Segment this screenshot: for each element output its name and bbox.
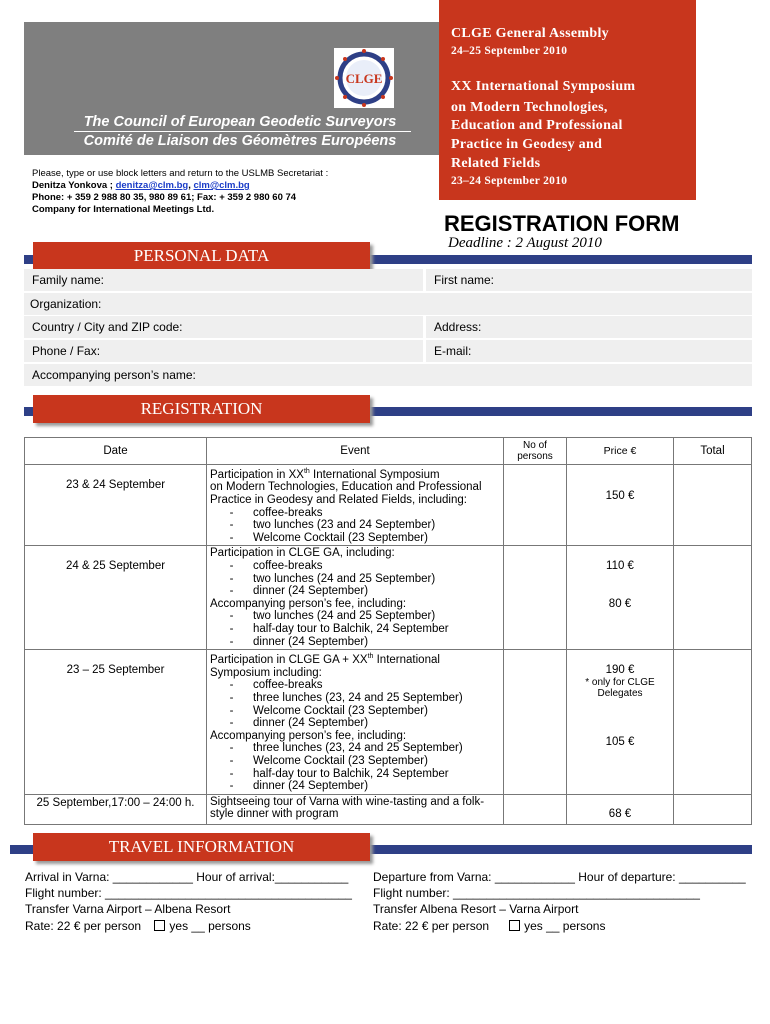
row-event: Sightseeing tour of Varna with wine-tasting and a folk- style dinner with program bbox=[207, 794, 504, 824]
fee-price: 80 € bbox=[608, 597, 632, 610]
row-event: Participation in XXth International Symposium on Modern Technologies, Education and Professional Practice in Geodesy and Related Fields, including: - coffee-breaks - two lunches (23 and 24 September) - Welcome Cocktail (23 September) bbox=[207, 465, 504, 546]
country-city-zip-field[interactable]: Country / City and ZIP code: bbox=[24, 316, 423, 338]
transfer-checkbox[interactable] bbox=[509, 920, 520, 931]
address-field[interactable]: Address: bbox=[426, 316, 752, 338]
list-item: - dinner (24 September) bbox=[229, 780, 369, 793]
list-item: - coffee-breaks bbox=[229, 559, 323, 572]
svg-text:CLGE: CLGE bbox=[345, 71, 383, 86]
phone-line: Phone: + 359 2 988 80 35, 980 89 61; Fax: + 359 2 980 60 74 bbox=[32, 192, 297, 203]
row-date: 23 & 24 September bbox=[25, 465, 207, 546]
list-item: - dinner (24 September) bbox=[229, 585, 369, 598]
contact-email-link[interactable]: clm@clm.bg bbox=[193, 180, 250, 191]
table-header-row bbox=[25, 438, 752, 465]
list-item: - dinner (24 September) bbox=[229, 635, 369, 648]
flight-number-right[interactable]: Flight number: _____________________________________ bbox=[373, 886, 700, 900]
list-item: - two lunches (24 and 25 September) bbox=[229, 572, 436, 585]
council-divider bbox=[74, 131, 411, 132]
persons-input-cell[interactable] bbox=[504, 794, 567, 824]
instructions-text: Please, type or use block letters and return to the USLMB Secretariat : bbox=[32, 168, 329, 179]
accompanying-person-field[interactable]: Accompanying person’s name: bbox=[24, 364, 752, 386]
clge-emblem-icon bbox=[334, 48, 394, 108]
table-row bbox=[25, 650, 752, 794]
col-price: Price € bbox=[567, 438, 674, 465]
event-info-box bbox=[439, 0, 696, 200]
clge-logo bbox=[334, 48, 394, 108]
family-name-field[interactable]: Family name: bbox=[24, 269, 423, 291]
list-item: - Welcome Cocktail (23 September) bbox=[229, 531, 428, 544]
list-item: - half-day tour to Balchik, 24 September bbox=[229, 622, 449, 635]
symposium-line: Practice in Geodesy and bbox=[451, 137, 603, 152]
row-price: 150 € bbox=[567, 465, 674, 546]
symposium-line: XX International Symposium bbox=[451, 79, 636, 94]
table-row bbox=[25, 546, 752, 650]
arrival-line[interactable]: Arrival in Varna: ____________ Hour of arrival:___________ bbox=[25, 870, 349, 884]
row-date: 24 & 25 September bbox=[25, 546, 207, 650]
row-price: 110 € 80 € bbox=[567, 546, 674, 650]
contact-email-link[interactable]: denitza@clm.bg bbox=[115, 180, 189, 191]
persons-input-cell[interactable] bbox=[504, 465, 567, 546]
price-note: Delegates bbox=[597, 687, 643, 699]
total-input-cell[interactable] bbox=[674, 465, 752, 546]
personal-data-heading: PERSONAL DATA bbox=[33, 242, 370, 270]
table-row bbox=[25, 794, 752, 824]
list-item: - Welcome Cocktail (23 September) bbox=[229, 754, 428, 767]
price-note: * only for CLGE bbox=[585, 676, 655, 688]
rate-left: Rate: 22 € per person yes __ persons bbox=[25, 919, 251, 933]
symposium-line: Education and Professional bbox=[451, 118, 623, 133]
form-title: REGISTRATION FORM bbox=[444, 211, 680, 236]
list-item: - half-day tour to Balchik, 24 September bbox=[229, 767, 449, 780]
list-item: - Welcome Cocktail (23 September) bbox=[229, 704, 428, 717]
departure-line[interactable]: Departure from Varna: ____________ Hour of departure: __________ bbox=[373, 870, 746, 884]
col-persons: No of persons bbox=[504, 438, 567, 465]
row-event: Participation in CLGE GA + XXth International Symposium including: - coffee-breaks - three lunches (23, 24 and 25 September) - Welcome Cocktail (23 September) - dinner (24 September) Accompanying person’s fee, including: - three lunches (23, 24 and 25 September) - Welcome Cocktail (23 September) - half-day tour to Balchik, 24 September - dinner (24 September) bbox=[207, 650, 504, 794]
phone-fax-field[interactable]: Phone / Fax: bbox=[24, 340, 423, 362]
total-input-cell[interactable] bbox=[674, 546, 752, 650]
persons-input-cell[interactable] bbox=[504, 650, 567, 794]
list-item: - three lunches (23, 24 and 25 September) bbox=[229, 692, 463, 704]
row-event: Participation in CLGE GA, including: - coffee-breaks - two lunches (24 and 25 September) - dinner (24 September) Accompanying person’s fee, including: - two lunches (24 and 25 September) - half-day tour to Balchik, 24 September - dinner (24 September) bbox=[207, 546, 504, 650]
total-input-cell[interactable] bbox=[674, 650, 752, 794]
flight-number-left[interactable]: Flight number: _____________________________________ bbox=[25, 886, 352, 900]
first-name-field[interactable]: First name: bbox=[426, 269, 752, 291]
persons-input-cell[interactable] bbox=[504, 546, 567, 650]
rate-right: Rate: 22 € per person yes __ persons bbox=[373, 919, 606, 933]
col-event: Event bbox=[207, 438, 504, 465]
symposium-dates: 23–24 September 2010 bbox=[451, 175, 568, 187]
symposium-line: on Modern Technologies, bbox=[451, 100, 608, 115]
deadline: Deadline : 2 August 2010 bbox=[448, 235, 602, 251]
transfer-left: Transfer Varna Airport – Albena Resort bbox=[25, 902, 231, 916]
list-item: - three lunches (23, 24 and 25 September) bbox=[229, 742, 463, 755]
assembly-title: CLGE General Assembly bbox=[451, 26, 609, 41]
col-total: Total bbox=[674, 438, 752, 465]
registration-heading: REGISTRATION bbox=[33, 395, 370, 423]
transfer-checkbox[interactable] bbox=[154, 920, 165, 931]
fee-price: 105 € bbox=[605, 735, 635, 748]
contact-name: Denitza Yonkova ; bbox=[32, 180, 113, 191]
list-item: - two lunches (23 and 24 September) bbox=[229, 519, 436, 532]
row-price: 68 € bbox=[567, 794, 674, 824]
council-name-en: The Council of European Geodetic Surveyors bbox=[83, 114, 397, 130]
table-row bbox=[25, 465, 752, 546]
symposium-line: Related Fields bbox=[451, 156, 541, 171]
list-item: - coffee-breaks bbox=[229, 679, 323, 692]
transfer-right: Transfer Albena Resort – Varna Airport bbox=[373, 902, 579, 916]
travel-info-heading: TRAVEL INFORMATION bbox=[33, 833, 370, 861]
col-date: Date bbox=[25, 438, 207, 465]
total-input-cell[interactable] bbox=[674, 794, 752, 824]
list-item: - dinner (24 September) bbox=[229, 717, 369, 730]
assembly-dates: 24–25 September 2010 bbox=[451, 45, 568, 57]
contact-line: Denitza Yonkova ; denitza@clm.bg, clm@clm.bg bbox=[32, 180, 250, 191]
registration-table bbox=[24, 437, 752, 825]
row-date: 25 September,17:00 – 24:00 h. bbox=[25, 794, 207, 824]
organization-field[interactable]: Organization: bbox=[24, 293, 752, 315]
list-item: - coffee-breaks bbox=[229, 506, 323, 519]
row-date: 23 – 25 September bbox=[25, 650, 207, 794]
row-price: 190 € * only for CLGE Delegates 105 € bbox=[567, 650, 674, 794]
list-item: - two lunches (24 and 25 September) bbox=[229, 610, 436, 623]
email-field[interactable]: E-mail: bbox=[426, 340, 752, 362]
council-name-fr: Comité de Liaison des Géomètres Européens bbox=[83, 133, 397, 149]
company-name: Company for International Meetings Ltd. bbox=[32, 204, 215, 215]
